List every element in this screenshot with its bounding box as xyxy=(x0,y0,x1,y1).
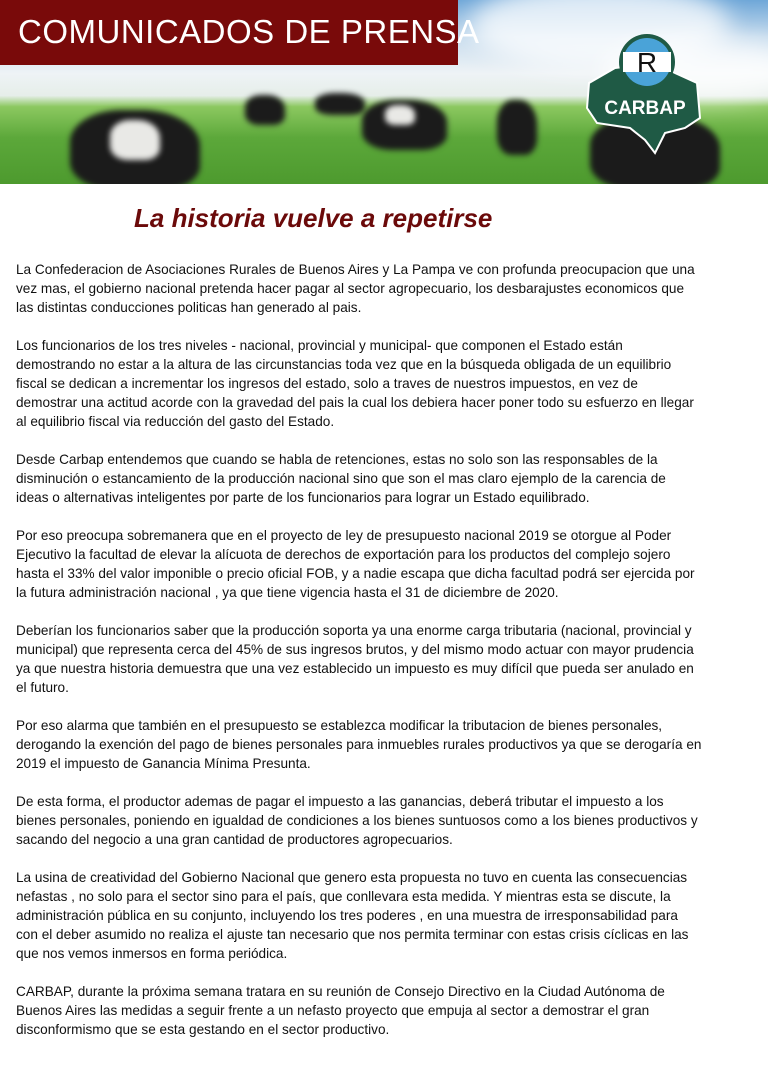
section-title-box xyxy=(0,0,480,65)
cow-image xyxy=(245,95,285,125)
paragraph-line: nefastas , no solo para el sector sino para el país, que conllevara esta medida. Y mientras esta se discute, la xyxy=(16,889,671,904)
paragraph-line: Buenos Aires las medidas a seguir frente a un nefasto proyecto que empuja al sector a demostrar el gran xyxy=(16,1003,650,1018)
paragraph-line: Ejecutivo la facultad de elevar la alícuota de derechos de exportación para los productos del complejo sojero xyxy=(16,547,671,562)
paragraph-line: ideas o alternativas inteligentes por parte de los funcionarios para lograr un Estado equilibrado. xyxy=(16,490,590,505)
article-paragraph xyxy=(16,868,756,963)
article-body xyxy=(16,260,756,1058)
paragraph-line: el futuro. xyxy=(16,680,69,695)
paragraph-line: municipal) que representa cerca del 45% de sus ingresos brutos, y del mismo modo actuar con mayor prudencia xyxy=(16,642,694,657)
paragraph-line: Por eso alarma que también en el presupuesto se establezca modificar la tributacion de bienes personales, xyxy=(16,718,663,733)
paragraph-line: Por eso preocupa sobremanera que en el proyecto de ley de presupuesto nacional 2019 se otorgue al Poder xyxy=(16,528,672,543)
paragraph-line: disminución o estancamiento de la producción nacional sino que son el mas claro ejemplo de la carencia de xyxy=(16,471,666,486)
paragraph-line: bienes personales, poniendo en igualdad de condiciones a los bienes suntuosos como a los bienes productivos y xyxy=(16,813,698,828)
paragraph-line: derogando la exención del pago de bienes personales para inmuebles rurales productivos ya que se derogaría en xyxy=(16,737,702,752)
article-paragraph xyxy=(16,716,756,773)
article-paragraph xyxy=(16,621,756,697)
paragraph-line: CARBAP, durante la próxima semana tratara en su reunión de Consejo Directivo en la Ciudad Autónoma de xyxy=(16,984,665,999)
article-paragraph xyxy=(16,526,756,602)
paragraph-line: hasta el 33% del valor imponible o precio oficial FOB, y a nadie escapa que dicha facultad podrá ser ejercida por xyxy=(16,566,695,581)
paragraph-line: 2019 el impuesto de Ganancia Mínima Presunta. xyxy=(16,756,311,771)
paragraph-line: La Confederacion de Asociaciones Rurales de Buenos Aires y La Pampa ve con profunda preocupacion que una xyxy=(16,262,695,277)
cow-image xyxy=(110,120,160,160)
paragraph-line: demostrar una actitud acorde con la gravedad del pais la cual los debiera hacer poner todo su esfuerzo en llegar xyxy=(16,395,694,410)
article-paragraph xyxy=(16,450,756,507)
logo-text: CARBAP xyxy=(604,98,686,119)
carbap-logo xyxy=(585,28,705,158)
section-title: COMUNICADOS DE PRENSA xyxy=(18,13,480,50)
paragraph-line: vez mas, el gobierno nacional pretenda hacer pagar al sector agropecuario, los desbarajustes economicos que xyxy=(16,281,685,296)
paragraph-line: Deberían los funcionarios saber que la producción soporta ya una enorme carga tributaria (nacional, provincial y xyxy=(16,623,692,638)
article-paragraph xyxy=(16,336,756,431)
paragraph-line: administración pública en su conjunto, incluyendo los tres poderes , en una muestra de irresponsabilidad para xyxy=(16,908,678,923)
paragraph-line: que nos vemos inmersos en forma periódica. xyxy=(16,946,288,961)
paragraph-line: disconformismo que se esta gestando en el sector productivo. xyxy=(16,1022,390,1037)
cow-image xyxy=(315,93,365,115)
paragraph-line: con el deber asumido no realiza el ajuste tan necesario que nos permita terminar con estas crisis cíclicas en las xyxy=(16,927,689,942)
paragraph-line: las distintas conducciones politicas han generado al pais. xyxy=(16,300,362,315)
paragraph-line: sacando del negocio a una gran cantidad de productores agropecuarios. xyxy=(16,832,453,847)
article-paragraph xyxy=(16,792,756,849)
paragraph-line: la futura administración nacional , ya que tiene vigencia hasta el 31 de diciembre de 2020. xyxy=(16,585,559,600)
paragraph-line: La usina de creatividad del Gobierno Nacional que genero esta propuesta no tuvo en cuenta las consecuencias xyxy=(16,870,688,885)
paragraph-line: Los funcionarios de los tres niveles - nacional, provincial y municipal- que componen el Estado están xyxy=(16,338,623,353)
paragraph-line: al equilibrio fiscal via reducción del gasto del Estado. xyxy=(16,414,335,429)
cow-image xyxy=(385,105,415,125)
paragraph-line: demostrando no estar a la altura de las circunstancias toda vez que en la búsqueda obligada de un equilibrio xyxy=(16,357,672,372)
article-headline: La historia vuelve a repetirse xyxy=(134,203,493,233)
article-paragraph xyxy=(16,260,756,317)
paragraph-line: ya que nuestra historia demuestra que una vez establecido un impuesto es muy difícil que pueda ser anulado en xyxy=(16,661,694,676)
header-banner xyxy=(0,0,768,184)
article-paragraph xyxy=(16,982,756,1039)
logo-letter: R xyxy=(636,47,658,78)
cow-image xyxy=(497,100,537,155)
paragraph-line: De esta forma, el productor ademas de pagar el impuesto a las ganancias, deberá tributar el impuesto a los xyxy=(16,794,664,809)
paragraph-line: fiscal se dedican a incrementar los ingresos del estado, solo a traves de nuestros impuestos, en vez de xyxy=(16,376,638,391)
paragraph-line: Desde Carbap entendemos que cuando se habla de retenciones, estas no solo son las responsables de la xyxy=(16,452,658,467)
